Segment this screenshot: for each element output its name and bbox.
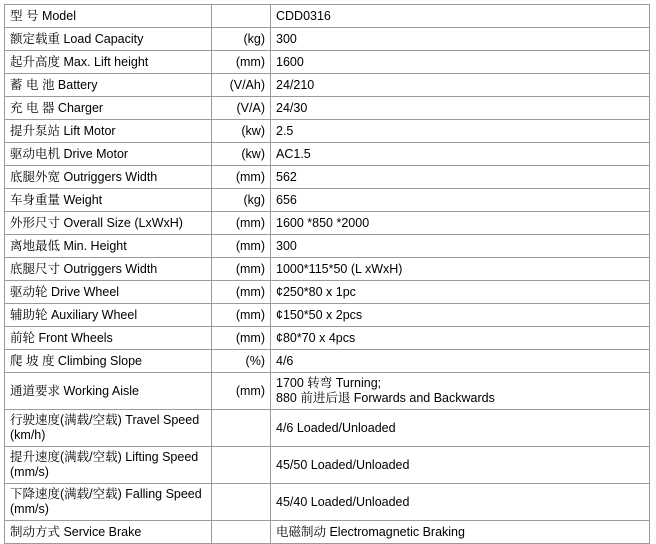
table-row-lifting-speed bbox=[5, 447, 650, 484]
row-label-line-1: 下降速度(满载/空载) Falling Speed bbox=[10, 487, 202, 501]
row-unit: (mm) bbox=[212, 304, 271, 327]
row-value: 300 bbox=[271, 28, 650, 51]
row-unit: (kg) bbox=[212, 28, 271, 51]
row-unit: (mm) bbox=[212, 212, 271, 235]
table-row bbox=[5, 410, 650, 447]
table-row bbox=[5, 74, 650, 97]
row-value: 45/50 Loaded/Unloaded bbox=[271, 447, 650, 484]
row-value-line-2: 880 前进后退 Forwards and Backwards bbox=[276, 391, 495, 405]
row-value: 电磁制动 Electromagnetic Braking bbox=[271, 521, 650, 544]
table-row bbox=[5, 51, 650, 74]
row-value: ¢250*80 x 1pc bbox=[271, 281, 650, 304]
table-row bbox=[5, 97, 650, 120]
table-row bbox=[5, 304, 650, 327]
row-label: 充 电 器 Charger bbox=[5, 97, 212, 120]
row-unit bbox=[212, 410, 271, 447]
row-unit: (mm) bbox=[212, 281, 271, 304]
row-label: 通道要求 Working Aisle bbox=[5, 373, 212, 410]
row-unit: (mm) bbox=[212, 51, 271, 74]
row-unit: (mm) bbox=[212, 327, 271, 350]
specifications-table bbox=[4, 4, 650, 544]
row-unit: (kw) bbox=[212, 143, 271, 166]
table-row-falling-speed bbox=[5, 484, 650, 521]
row-label: 离地最低 Min. Height bbox=[5, 235, 212, 258]
row-label: 底腿尺寸 Outriggers Width bbox=[5, 258, 212, 281]
row-value: 45/40 Loaded/Unloaded bbox=[271, 484, 650, 521]
table-row bbox=[5, 166, 650, 189]
row-label-line-2: (mm/s) bbox=[10, 465, 49, 479]
table-row bbox=[5, 5, 650, 28]
table-row bbox=[5, 327, 650, 350]
row-label-line-1: 提升速度(满载/空载) Lifting Speed bbox=[10, 450, 199, 464]
row-label: 起升高度 Max. Lift height bbox=[5, 51, 212, 74]
row-label: 提升泵站 Lift Motor bbox=[5, 120, 212, 143]
row-label-line-2: (mm/s) bbox=[10, 502, 49, 516]
table-row bbox=[5, 350, 650, 373]
row-value: 1600 *850 *2000 bbox=[271, 212, 650, 235]
row-label: 行驶速度(满载/空载) Travel Speed (km/h) bbox=[5, 410, 212, 447]
table-row bbox=[5, 189, 650, 212]
row-label: 驱动轮 Drive Wheel bbox=[5, 281, 212, 304]
row-unit: (%) bbox=[212, 350, 271, 373]
row-value: 1600 bbox=[271, 51, 650, 74]
row-value: 4/6 bbox=[271, 350, 650, 373]
row-value: 300 bbox=[271, 235, 650, 258]
row-label: 前轮 Front Wheels bbox=[5, 327, 212, 350]
row-value: 2.5 bbox=[271, 120, 650, 143]
row-label: 辅助轮 Auxiliary Wheel bbox=[5, 304, 212, 327]
row-value bbox=[271, 373, 650, 410]
row-label bbox=[5, 447, 212, 484]
table-row bbox=[5, 281, 650, 304]
row-value: 562 bbox=[271, 166, 650, 189]
row-unit: (kw) bbox=[212, 120, 271, 143]
table-row bbox=[5, 212, 650, 235]
row-value: ¢80*70 x 4pcs bbox=[271, 327, 650, 350]
row-label bbox=[5, 484, 212, 521]
row-unit bbox=[212, 5, 271, 28]
row-unit: (V/A) bbox=[212, 97, 271, 120]
row-unit bbox=[212, 484, 271, 521]
row-unit bbox=[212, 447, 271, 484]
row-label: 外形尺寸 Overall Size (LxWxH) bbox=[5, 212, 212, 235]
row-label: 型 号 Model bbox=[5, 5, 212, 28]
row-unit: (mm) bbox=[212, 235, 271, 258]
table-row bbox=[5, 28, 650, 51]
row-value: 1000*115*50 (L xWxH) bbox=[271, 258, 650, 281]
row-value: 24/210 bbox=[271, 74, 650, 97]
row-label: 额定载重 Load Capacity bbox=[5, 28, 212, 51]
row-value: 656 bbox=[271, 189, 650, 212]
table-row-working-aisle bbox=[5, 373, 650, 410]
row-label: 驱动电机 Drive Motor bbox=[5, 143, 212, 166]
row-unit bbox=[212, 521, 271, 544]
row-unit: (kg) bbox=[212, 189, 271, 212]
row-value: ¢150*50 x 2pcs bbox=[271, 304, 650, 327]
row-label: 车身重量 Weight bbox=[5, 189, 212, 212]
row-label: 制动方式 Service Brake bbox=[5, 521, 212, 544]
table-row bbox=[5, 120, 650, 143]
row-label: 爬 坡 度 Climbing Slope bbox=[5, 350, 212, 373]
row-unit: (V/Ah) bbox=[212, 74, 271, 97]
row-value: 4/6 Loaded/Unloaded bbox=[271, 410, 650, 447]
row-label: 蓄 电 池 Battery bbox=[5, 74, 212, 97]
table-row bbox=[5, 143, 650, 166]
row-unit: (mm) bbox=[212, 166, 271, 189]
table-body bbox=[5, 5, 650, 544]
row-value: CDD0316 bbox=[271, 5, 650, 28]
row-unit: (mm) bbox=[212, 258, 271, 281]
row-value: 24/30 bbox=[271, 97, 650, 120]
table-row bbox=[5, 521, 650, 544]
row-unit: (mm) bbox=[212, 373, 271, 410]
table-row bbox=[5, 235, 650, 258]
row-value: AC1.5 bbox=[271, 143, 650, 166]
row-label: 底腿外宽 Outriggers Width bbox=[5, 166, 212, 189]
row-value-line-1: 1700 转弯 Turning; bbox=[276, 376, 382, 390]
table-row bbox=[5, 258, 650, 281]
